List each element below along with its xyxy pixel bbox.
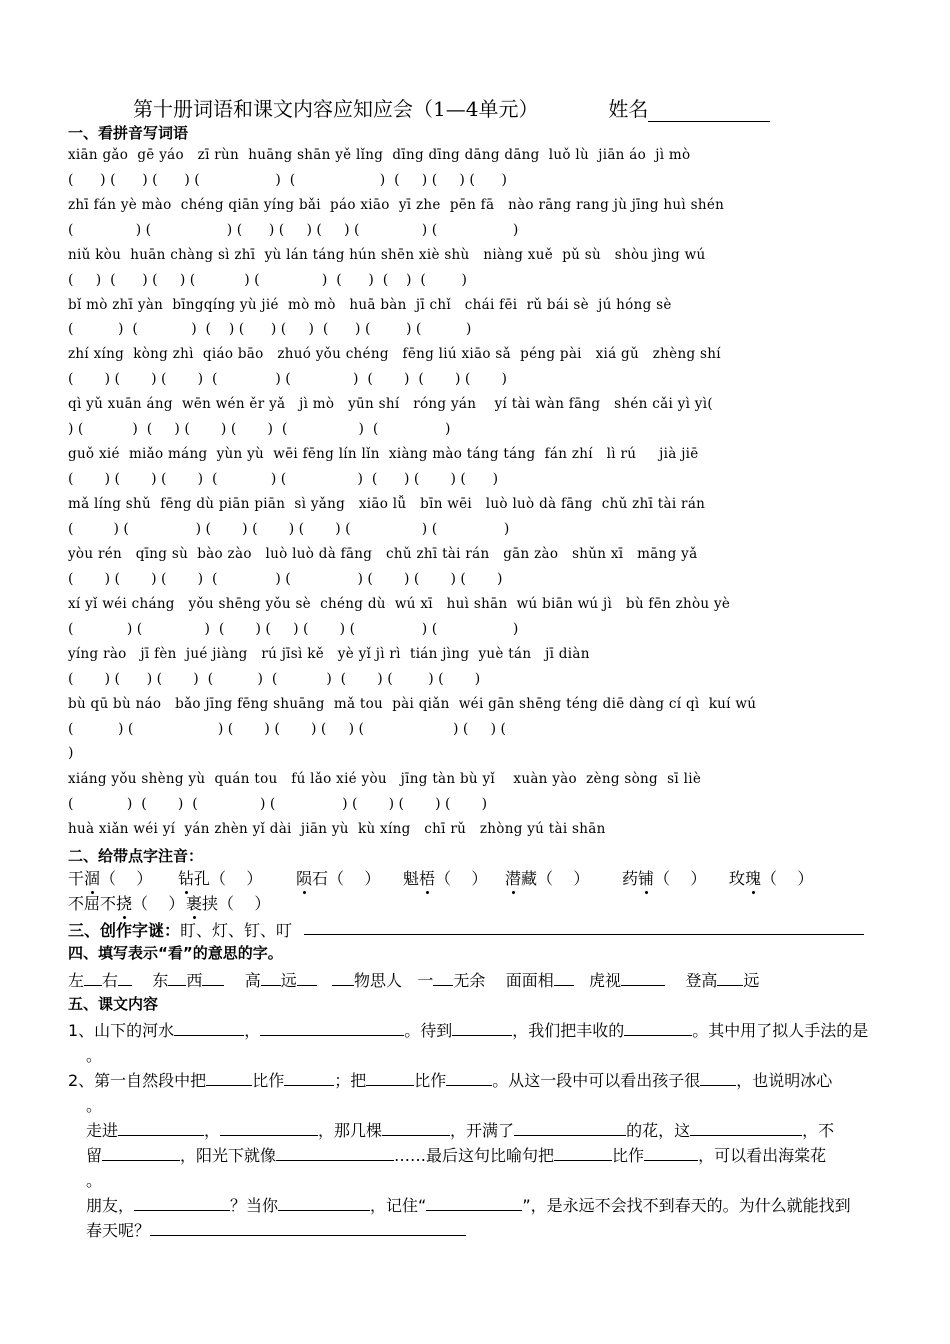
question-2-end: 。 xyxy=(86,1096,103,1115)
look-words-row[interactable]: 左 右 东 西 高 远 物思人 一 无余 面面相 虎视 登高 远 xyxy=(68,971,760,990)
riddle-chars: 盯、灯、钉、叮 xyxy=(180,921,293,940)
answer-line[interactable]: ( ) ( ) ( ) ( ) ( ) ( ) ( ) ( ) xyxy=(68,172,507,188)
answer-line[interactable]: ) ( ) ( ) ( ) ( ) ( ) ( ) xyxy=(68,421,451,437)
question-1[interactable]: 1、山下的河水 ， 。待到 ，我们把丰收的 。其中用了拟人手法的是 xyxy=(68,1021,869,1040)
phonetic-item[interactable]: 干涸（ ） xyxy=(68,866,152,889)
passage-line[interactable]: 朋友， ？当你 ，记住“ ”，是永远不会找不到春天的。为什么就能找到 xyxy=(86,1196,851,1215)
answer-line[interactable]: ( ) ( ) ( ) ( ) ( ) ( ) ( ) xyxy=(68,796,488,812)
pinyin-line: yòu rén qīng sù bào zào luò luò dà fāng chǔ zhī tài rán gān zào shǔn xī māng yǎ xyxy=(68,546,698,562)
pinyin-line: yíng rào jī fèn jué jiàng rú jīsì kě yè yǐ jì rì tián jìng yuè tán jī diàn xyxy=(68,646,590,662)
pinyin-line: mǎ líng shǔ fēng dù piān piān sì yǎng xiāo lǚ bīn wēi luò luò dà fāng chǔ zhī tài rán xyxy=(68,496,706,512)
section-2-heading: 二、给带点字注音： xyxy=(68,847,204,865)
phonetic-item[interactable]: 魁梧（ ） xyxy=(403,866,487,889)
answer-line[interactable]: ( ) ( ) ( ) ( ) ( ) ( ) ( ) ( xyxy=(68,721,506,737)
section-3 xyxy=(68,918,292,941)
pinyin-line: niǔ kòu huān chàng sì zhī yù lán táng hún shēn xiè shù niàng xuě pǔ sù shòu jìng wú xyxy=(68,247,706,263)
passage-line[interactable]: 春天呢？ xyxy=(86,1218,466,1241)
answer-line[interactable]: ( ) ( ) ( ) ( ) ( ) ( ) ( ) xyxy=(68,222,519,238)
answer-line[interactable]: ( ) ( ) ( ) ( ) ( ) ( ) ( ) ( ) xyxy=(68,671,481,687)
answer-line[interactable]: ( ) ( ) ( ) ( ) ( ) ( ) ( ) xyxy=(68,621,519,637)
pinyin-line: xiáng yǒu shèng yù quán tou fú lǎo xié yòu jīng tàn bù yǐ xuàn yào zèng sòng sī liè xyxy=(68,771,702,787)
section-4-heading: 四、填写表示“看”的意思的字。 xyxy=(68,944,283,962)
pinyin-line: bǐ mò zhī yàn bīngqíng yù jié mò mò huā bàn jī chǐ chái fēi rǔ bái sè jú hóng sè xyxy=(68,297,672,313)
pinyin-line: bù qū bù náo bǎo jīng fēng shuāng mǎ tou pài qiǎn wéi gān shēng téng diē dàng cí qì kuí wú xyxy=(68,696,757,712)
section-1-heading: 一、看拼音写词语 xyxy=(68,124,189,142)
phonetic-item[interactable]: 不屈不挠（ ） xyxy=(68,891,184,914)
phonetic-item[interactable]: 潜藏（ ） xyxy=(505,866,589,889)
passage-end: 。 xyxy=(86,1171,103,1190)
pinyin-line: xí yǐ wéi cháng yǒu shēng yǒu sè chéng dù wú xī huì shān wú biān wú jì bù fēn zhòu yè xyxy=(68,596,731,612)
section-3-heading: 三、创作字谜： xyxy=(68,921,181,940)
riddle-answer-line[interactable] xyxy=(304,934,864,935)
section-5-heading: 五、课文内容 xyxy=(68,995,159,1013)
pinyin-line: huà xiǎn wéi yí yán zhèn yǐ dài jiān yù kù xíng chī rǔ zhòng yú tài shān xyxy=(68,821,606,837)
name-blank[interactable] xyxy=(648,103,770,122)
page-title xyxy=(133,93,770,122)
answer-line[interactable]: ( ) ( ) ( ) ( ) ( ) ( ) ( ) ( ) xyxy=(68,272,467,288)
answer-line[interactable]: ( ) ( ) ( ) ( ) ( ) ( ) ( ) ( ) xyxy=(68,571,503,587)
pinyin-line: zhī fán yè mào chéng qiān yíng bǎi páo xiāo yī zhe pēn fā nào rāng rang jù jīng huì shén xyxy=(68,197,725,213)
pinyin-line: guǒ xié miǎo máng yùn yù wēi fēng lín lǐn xiàng mào táng táng fán zhí lì rú jià jiē xyxy=(68,446,699,462)
question-2[interactable]: 2、第一自然段中把 比作 ；把 比作 。从这一段中可以看出孩子很 ，也说明冰心 xyxy=(68,1071,833,1090)
title-text: 第十册词语和课文内容应知应会（1—4单元） xyxy=(133,97,539,121)
answer-line[interactable]: ) xyxy=(68,745,74,761)
name-label: 姓名 xyxy=(608,97,649,121)
answer-line[interactable]: ( ) ( ) ( ) ( ) ( ) ( ) ( ) ( ) xyxy=(68,471,499,487)
phonetic-item[interactable]: 裹挟（ ） xyxy=(186,891,270,914)
phonetic-item[interactable]: 钻孔（ ） xyxy=(178,866,262,889)
phonetic-item[interactable]: 陨石（ ） xyxy=(296,866,380,889)
passage-line[interactable]: 走进 ， ，那几棵 ，开满了 的花，这 ，不 xyxy=(86,1121,835,1140)
answer-line[interactable]: ( ) ( ) ( ) ( ) ( ) ( ) ( ) ( ) xyxy=(68,371,507,387)
passage-line[interactable]: 留 ，阳光下就像 ……最后这句比喻句把 比作 ，可以看出海棠花 xyxy=(86,1146,827,1165)
phonetic-item[interactable]: 药铺（ ） xyxy=(622,866,706,889)
phonetic-item[interactable]: 玫瑰（ ） xyxy=(729,866,813,889)
answer-line[interactable]: ( ) ( ) ( ) ( ) ( ) ( ) ( ) xyxy=(68,521,510,537)
pinyin-line: zhí xíng kòng zhì qiáo bāo zhuó yǒu chéng fēng liú xiāo sǎ péng pài xiá gǔ zhèng shí xyxy=(68,346,721,362)
pinyin-line: qì yǔ xuān áng wēn wén ěr yǎ jì mò yūn shí róng yán yí tài wàn fāng shén cǎi yì yì( xyxy=(68,396,713,412)
pinyin-line: xiān gǎo gē yáo zī rùn huāng shān yě lǐng dīng dīng dāng dāng luǒ lù jiān áo jì mò xyxy=(68,147,691,163)
answer-line[interactable]: ( ) ( ) ( ) ( ) ( ) ( ) ( ) ( ) xyxy=(68,321,472,337)
question-1-end: 。 xyxy=(86,1046,103,1065)
